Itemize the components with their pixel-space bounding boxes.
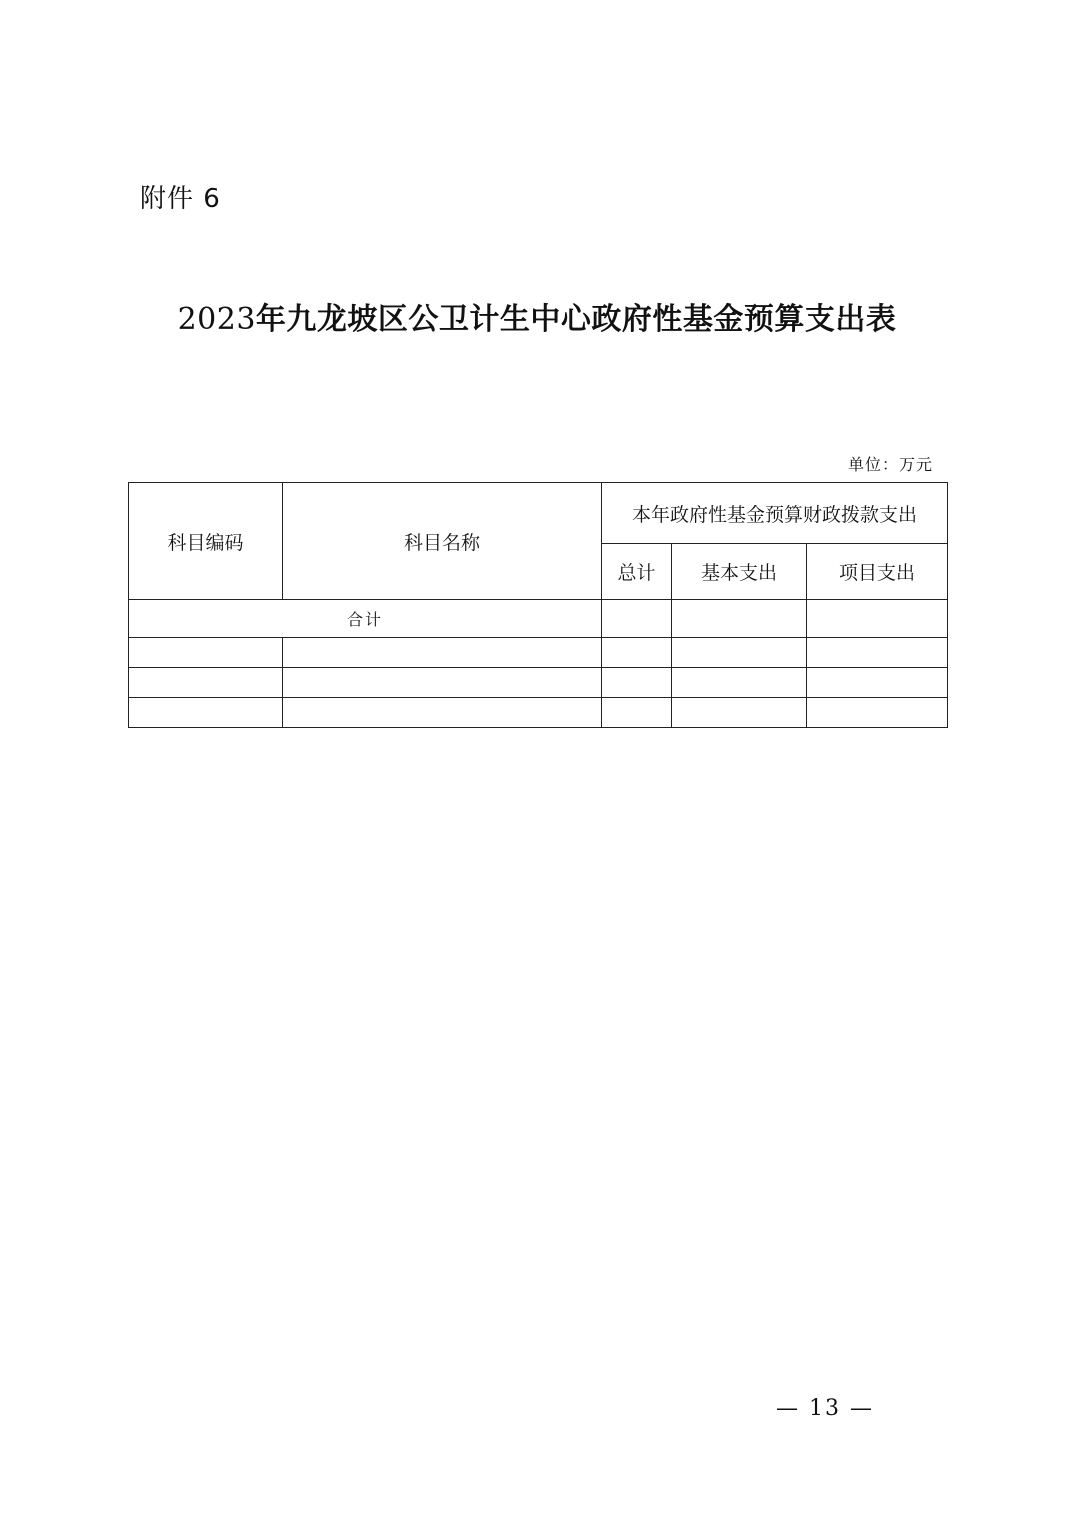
- total-label: 合计: [129, 600, 602, 638]
- attachment-label: 附件 6: [140, 184, 221, 214]
- header-basic: 基本支出: [672, 544, 807, 600]
- row-name-cell: [283, 638, 602, 668]
- row-total-cell: [602, 638, 672, 668]
- header-code: 科目编码: [129, 483, 283, 600]
- row-basic-cell: [672, 638, 807, 668]
- row-total-cell: [602, 668, 672, 698]
- title-year: 2023: [177, 302, 256, 337]
- header-group: 本年政府性基金预算财政拨款支出: [602, 483, 948, 544]
- total-row: [129, 600, 948, 638]
- row-basic-cell: [672, 668, 807, 698]
- row-total-cell: [602, 698, 672, 728]
- title-text: 年九龙坡区公卫计生中心政府性基金预算支出表: [255, 302, 897, 337]
- row-name-cell: [283, 668, 602, 698]
- row-project-cell: [807, 638, 948, 668]
- row-project-cell: [807, 668, 948, 698]
- header-name: 科目名称: [283, 483, 602, 600]
- page-number: — 13 —: [776, 1396, 874, 1421]
- total-total-cell: [602, 600, 672, 638]
- table-row: [129, 668, 948, 698]
- table-row: [129, 638, 948, 668]
- total-project-cell: [807, 600, 948, 638]
- header-total: 总计: [602, 544, 672, 600]
- header-row-1: [129, 483, 948, 544]
- row-code-cell: [129, 668, 283, 698]
- row-code-cell: [129, 638, 283, 668]
- table-row: [129, 698, 948, 728]
- row-basic-cell: [672, 698, 807, 728]
- row-code-cell: [129, 698, 283, 728]
- row-name-cell: [283, 698, 602, 728]
- page-title: [0, 294, 1074, 338]
- total-basic-cell: [672, 600, 807, 638]
- unit-label: 单位：万元: [848, 455, 934, 474]
- row-project-cell: [807, 698, 948, 728]
- budget-table: [128, 482, 948, 728]
- header-project: 项目支出: [807, 544, 948, 600]
